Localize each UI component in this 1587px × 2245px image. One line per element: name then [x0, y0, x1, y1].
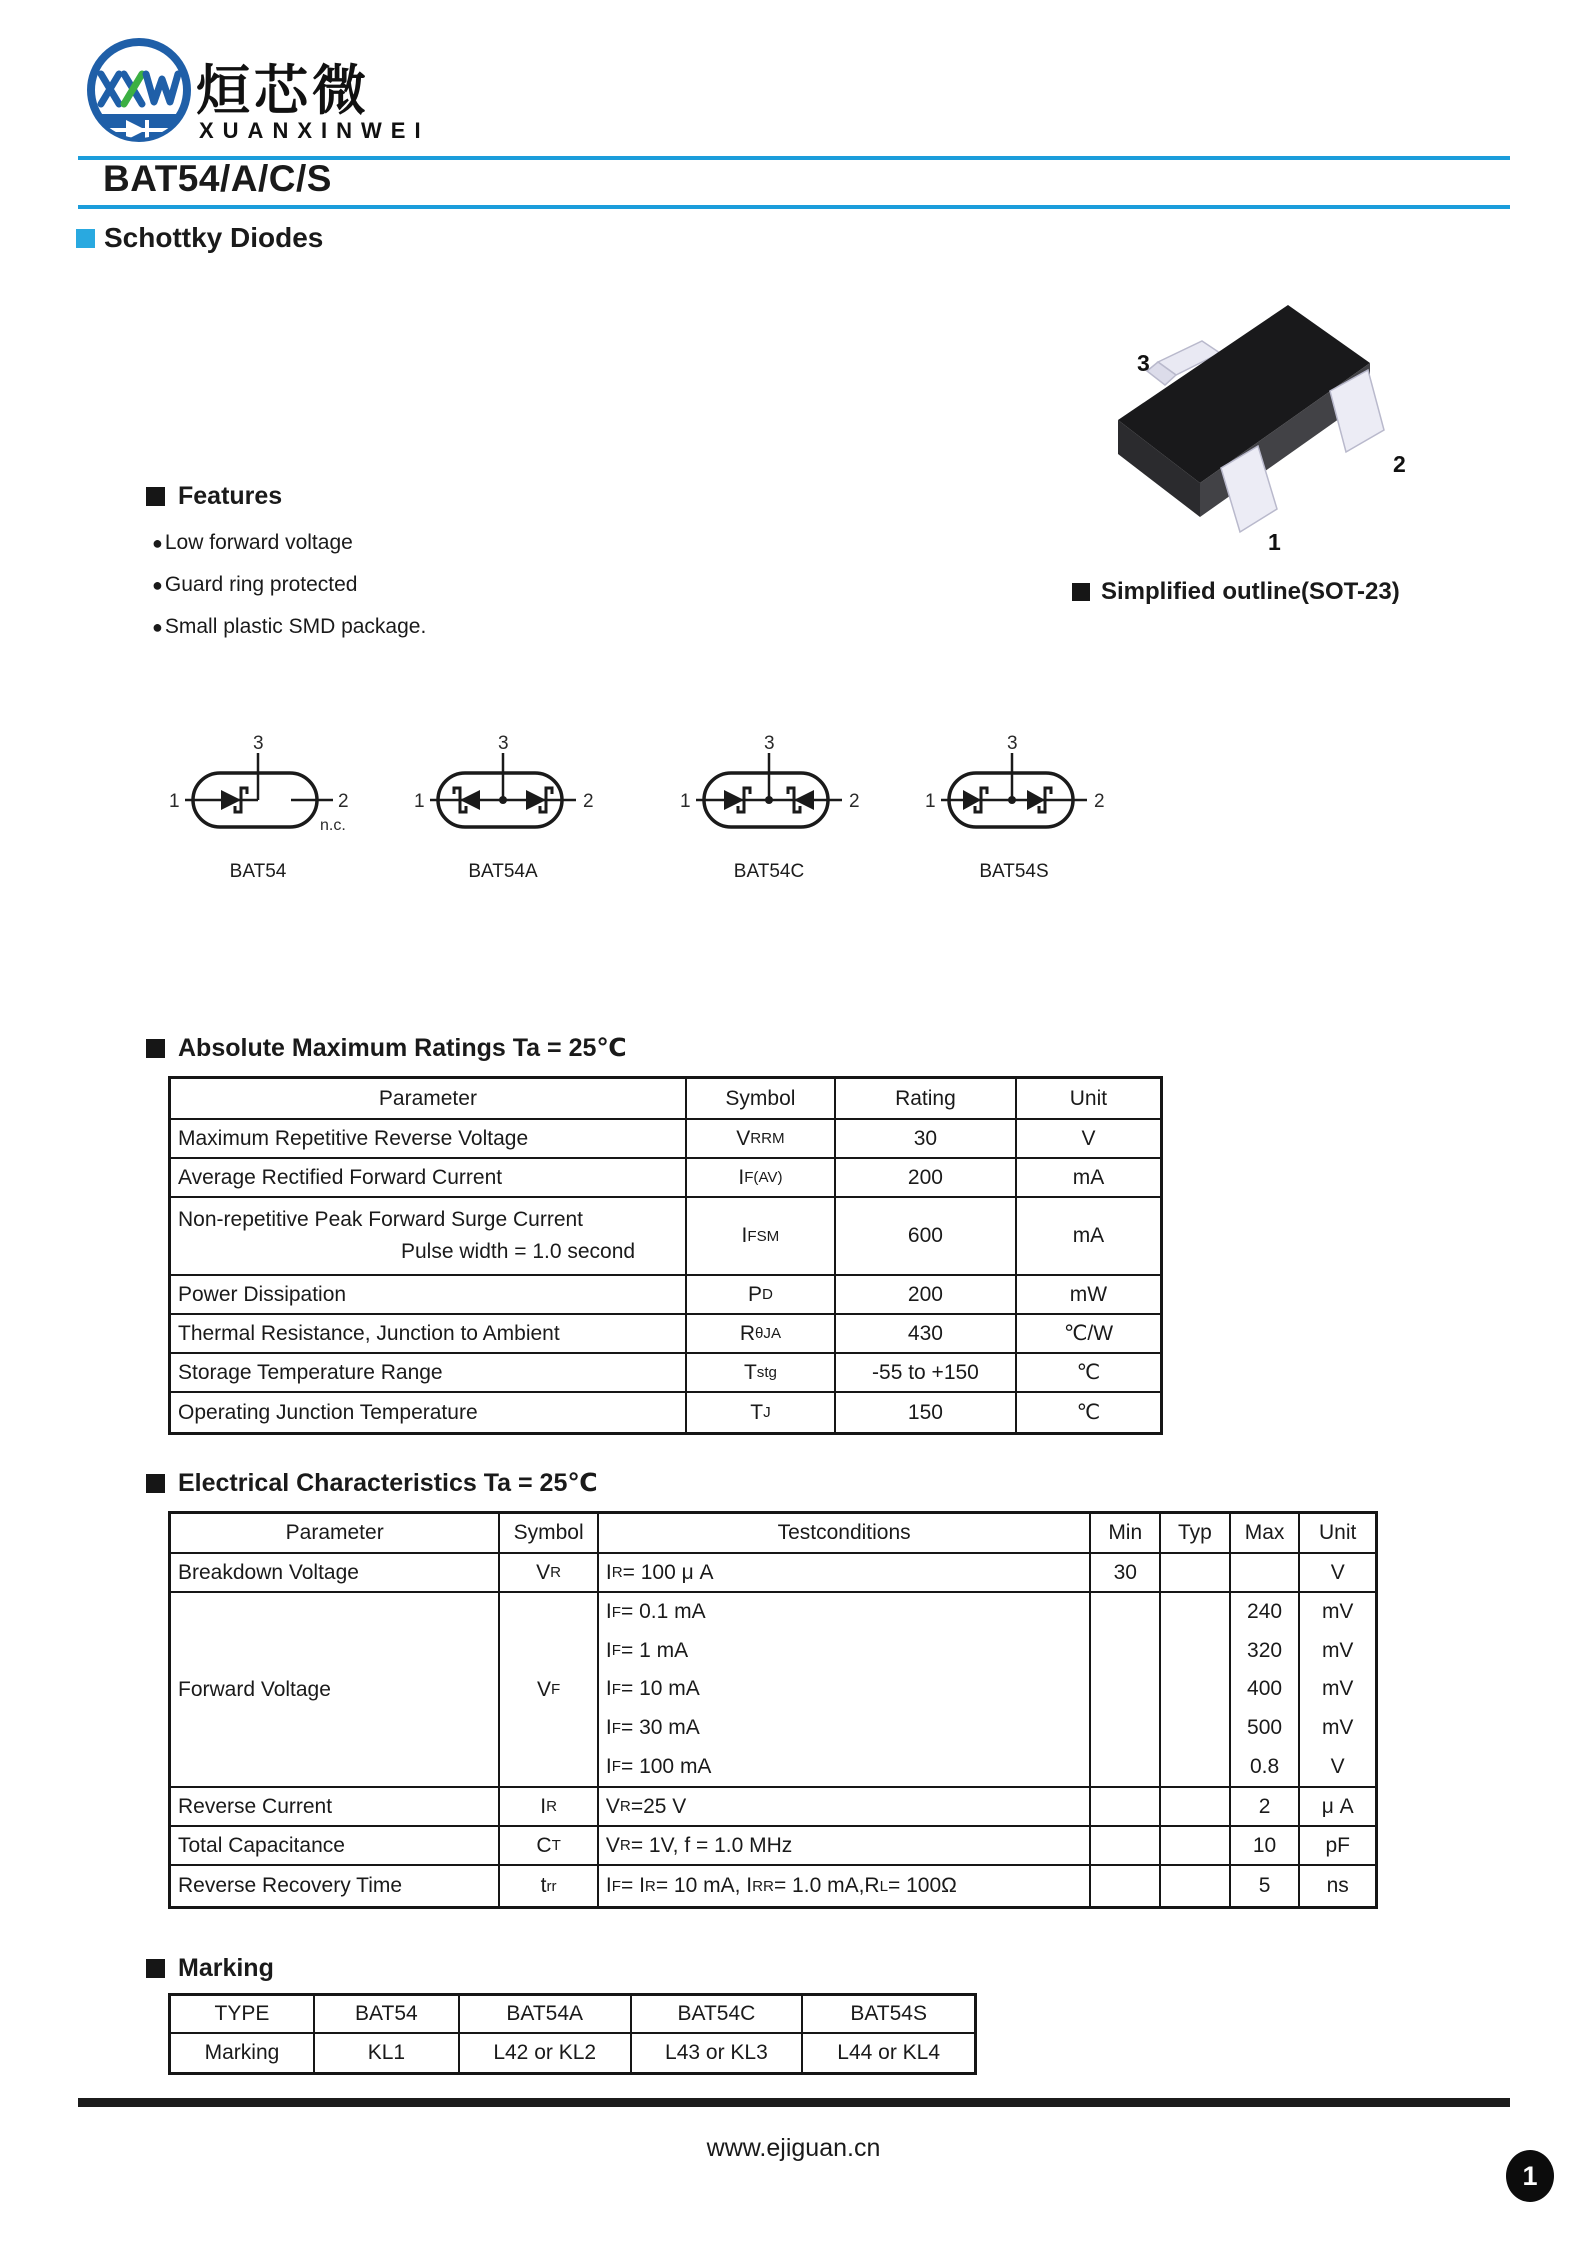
unit-cell: V — [1081, 1126, 1096, 1150]
elec-heading — [146, 1468, 598, 1498]
typ-cell — [1161, 1554, 1231, 1591]
schematic-caption: BAT54C — [733, 861, 805, 882]
unit-cell: ℃ — [1076, 1401, 1101, 1424]
table-header-row — [171, 1079, 1160, 1120]
min-cell — [1091, 1866, 1161, 1906]
typ-cell — [1161, 1593, 1231, 1786]
parameter-cell: Breakdown Voltage — [171, 1554, 500, 1591]
type-cell: BAT54 — [315, 1996, 460, 2032]
table-row — [171, 1393, 1160, 1432]
symbol-cell: P D — [687, 1276, 836, 1313]
symbol-cell: I FSM — [687, 1198, 836, 1274]
parameter-cell: Average Rectified Forward Current — [171, 1159, 687, 1196]
symbol-cell: V R — [500, 1554, 599, 1591]
max-value: 240 — [1247, 1600, 1283, 1624]
table-row — [171, 1276, 1160, 1315]
parameter-cell: Total Capacitance — [171, 1827, 500, 1864]
schematic-caption: BAT54A — [468, 861, 538, 882]
symbol-cell: T J — [687, 1393, 836, 1432]
schematic-caption: BAT54S — [979, 861, 1049, 882]
feature-item-label: Small plastic SMD package. — [164, 615, 427, 638]
condition-line: I F = 10 mA — [605, 1677, 700, 1701]
pin2-label: 2 — [849, 791, 860, 812]
unit-value: V — [1330, 1754, 1345, 1778]
page-number-badge — [1506, 2150, 1554, 2202]
pin3-label: 3 — [764, 735, 775, 754]
table-row-forward-voltage — [171, 1593, 1375, 1788]
bullet-icon: ● — [152, 574, 163, 595]
package-pin1-label: 1 — [1268, 529, 1281, 555]
marking-cell: KL1 — [315, 2034, 460, 2072]
page-number: 1 — [1522, 2160, 1538, 2191]
typ-cell — [1161, 1827, 1231, 1864]
rating-cell: 150 — [836, 1393, 1017, 1432]
abs-max-heading-label: Absolute Maximum Ratings Ta = 25℃ — [178, 1034, 627, 1062]
elec-table — [168, 1511, 1378, 1909]
table-header-row — [171, 1514, 1375, 1554]
header-rule-bottom — [78, 205, 1510, 209]
condition-line: I F = 30 mA — [605, 1716, 700, 1740]
min-cell — [1091, 1788, 1161, 1825]
typ-cell — [1161, 1788, 1231, 1825]
schematic-bat54a-drawing — [408, 735, 598, 857]
table-row — [171, 1354, 1160, 1393]
feature-item-label: Low forward voltage — [164, 531, 353, 554]
table-row — [171, 2034, 974, 2072]
pin2-label: 2 — [338, 791, 349, 812]
max-cell — [1231, 1593, 1301, 1786]
schematic-bat54-drawing — [163, 735, 353, 857]
schematic-bat54s — [919, 735, 1109, 883]
unit-value: mV — [1321, 1716, 1354, 1740]
rating-cell: 600 — [836, 1198, 1017, 1274]
features-heading-label: Features — [178, 482, 283, 510]
schematic-caption: BAT54 — [229, 861, 287, 882]
section-square-icon — [1072, 583, 1090, 601]
page-title: BAT54/A/C/S — [103, 158, 332, 199]
features-heading — [146, 482, 282, 511]
marking-heading-label: Marking — [178, 1954, 274, 1982]
unit-cell: ns — [1326, 1874, 1349, 1897]
pin2-label: 2 — [1094, 791, 1105, 812]
condition-cell — [599, 1593, 1092, 1786]
symbol-cell: C T — [500, 1827, 599, 1864]
condition-line: I F = 1 mA — [605, 1638, 689, 1662]
condition-cell: I F = I R = 10 mA, I RR = 1.0 mA,R L = 100Ω — [599, 1866, 1092, 1906]
schematic-bat54a — [408, 735, 598, 883]
section-square-icon — [146, 1039, 165, 1058]
marking-cell: L42 or KL2 — [460, 2034, 632, 2072]
max-value: 500 — [1247, 1716, 1283, 1740]
unit-cell: μ A — [1321, 1794, 1354, 1818]
type-cell: BAT54C — [632, 1996, 804, 2032]
table-row — [171, 1866, 1375, 1906]
unit-cell: ℃ — [1076, 1361, 1101, 1384]
rating-cell: -55 to +150 — [836, 1354, 1017, 1391]
marking-cell: L43 or KL3 — [632, 2034, 804, 2072]
max-value: 400 — [1247, 1677, 1283, 1701]
elec-heading-label: Electrical Characteristics Ta = 25℃ — [178, 1469, 598, 1497]
unit-value: mV — [1321, 1600, 1354, 1624]
parameter-cell: Reverse Current — [171, 1788, 500, 1825]
table-row — [171, 1788, 1375, 1827]
column-header: Max — [1231, 1514, 1301, 1552]
table-row — [171, 1198, 1160, 1276]
table-header-row — [171, 1996, 974, 2034]
doc-subtitle — [76, 222, 323, 254]
unit-cell: mA — [1072, 1165, 1105, 1189]
parameter-cell: Maximum Repetitive Reverse Voltage — [171, 1120, 687, 1157]
rating-cell: 30 — [836, 1120, 1017, 1157]
table-row — [171, 1554, 1375, 1593]
pin3-label: 3 — [253, 735, 264, 754]
feature-item-label: Guard ring protected — [164, 573, 358, 596]
column-header: Min — [1091, 1514, 1161, 1552]
section-square-icon — [146, 1474, 165, 1493]
unit-cell: mW — [1069, 1282, 1108, 1306]
company-name-en: XUANXINWEI — [199, 118, 430, 143]
subtitle-square-icon — [76, 229, 95, 248]
max-cell: 5 — [1231, 1866, 1301, 1906]
column-header: Symbol — [500, 1514, 599, 1552]
table-row — [171, 1120, 1160, 1159]
parameter-line1: Non-repetitive Peak Forward Surge Current — [178, 1208, 584, 1231]
parameter-cell: Thermal Resistance, Junction to Ambient — [171, 1315, 687, 1352]
unit-cell: mA — [1072, 1224, 1105, 1247]
bullet-icon: ● — [152, 616, 163, 637]
bullet-icon: ● — [152, 532, 163, 553]
parameter-line2: Pulse width = 1.0 second — [401, 1240, 636, 1263]
min-cell: 30 — [1091, 1554, 1161, 1591]
pin3-label: 3 — [498, 735, 509, 754]
condition-cell: V R = 1V, f = 1.0 MHz — [599, 1827, 1092, 1864]
schematic-bat54c — [674, 735, 864, 883]
max-value: 0.8 — [1249, 1754, 1280, 1778]
min-cell — [1091, 1827, 1161, 1864]
unit-value: mV — [1321, 1677, 1354, 1701]
marking-table — [168, 1993, 977, 2075]
rating-cell: 200 — [836, 1159, 1017, 1196]
pin1-label: 1 — [680, 791, 691, 812]
section-square-icon — [146, 1959, 165, 1978]
type-header: TYPE — [171, 1996, 315, 2032]
symbol-cell: R θJA — [687, 1315, 836, 1352]
condition-cell: V R =25 V — [599, 1788, 1092, 1825]
footer-rule — [78, 2098, 1510, 2107]
table-row — [171, 1827, 1375, 1866]
column-header: Symbol — [687, 1079, 836, 1118]
feature-item — [152, 531, 353, 555]
unit-cell: V — [1330, 1560, 1345, 1584]
max-cell: 2 — [1231, 1788, 1301, 1825]
nc-label: n.c. — [320, 817, 346, 834]
pin1-label: 1 — [414, 791, 425, 812]
pin1-label: 1 — [925, 791, 936, 812]
unit-cell: ℃/W — [1063, 1322, 1114, 1345]
abs-max-table — [168, 1076, 1163, 1435]
feature-item — [152, 615, 426, 639]
column-header: Testconditions — [599, 1514, 1092, 1552]
section-square-icon — [146, 487, 165, 506]
typ-cell — [1161, 1866, 1231, 1906]
outline-heading — [1072, 578, 1400, 606]
company-logo — [84, 34, 194, 152]
package-pin3-label: 3 — [1137, 350, 1150, 376]
pin2-label: 2 — [583, 791, 594, 812]
parameter-cell: Power Dissipation — [171, 1276, 687, 1313]
symbol-cell: I R — [500, 1788, 599, 1825]
symbol-cell: V RRM — [687, 1120, 836, 1157]
marking-header: Marking — [171, 2034, 315, 2072]
condition-line: I F = 100 mA — [605, 1754, 712, 1778]
feature-item — [152, 573, 357, 597]
symbol-cell: T stg — [687, 1354, 836, 1391]
doc-subtitle-label: Schottky Diodes — [104, 222, 324, 253]
pin3-label: 3 — [1007, 735, 1018, 754]
footer-url: www.ejiguan.cn — [706, 2134, 881, 2162]
column-header: Unit — [1319, 1521, 1357, 1544]
max-value: 320 — [1247, 1638, 1283, 1662]
max-cell — [1231, 1554, 1301, 1591]
symbol-cell: I F(AV) — [687, 1159, 836, 1196]
unit-value: mV — [1321, 1638, 1354, 1662]
parameter-cell: Forward Voltage — [171, 1593, 500, 1786]
sot23-package-image — [1080, 278, 1425, 568]
marking-heading — [146, 1954, 274, 1983]
schematic-bat54 — [163, 735, 353, 883]
condition-line: I F = 0.1 mA — [605, 1600, 706, 1624]
condition-cell: I R = 100 μ A — [599, 1554, 1092, 1591]
parameter-cell — [171, 1198, 687, 1274]
table-row — [171, 1315, 1160, 1354]
parameter-cell: Reverse Recovery Time — [171, 1866, 500, 1906]
unit-cell: pF — [1325, 1833, 1350, 1857]
pin1-label: 1 — [169, 791, 180, 812]
schematic-bat54s-drawing — [919, 735, 1109, 857]
column-header: Unit — [1069, 1086, 1108, 1110]
rating-cell: 430 — [836, 1315, 1017, 1352]
max-cell: 10 — [1231, 1827, 1301, 1864]
marking-cell: L44 or KL4 — [837, 2041, 941, 2064]
parameter-cell: Operating Junction Temperature — [171, 1393, 687, 1432]
unit-cell — [1300, 1593, 1375, 1786]
company-name-cn: 烜芯微 — [196, 61, 370, 121]
parameter-cell: Storage Temperature Range — [171, 1354, 687, 1391]
symbol-cell: t rr — [500, 1866, 599, 1906]
schematic-bat54c-drawing — [674, 735, 864, 857]
rating-cell: 200 — [836, 1276, 1017, 1313]
type-cell: BAT54S — [850, 2002, 927, 2025]
type-cell: BAT54A — [460, 1996, 632, 2032]
table-row — [171, 1159, 1160, 1198]
abs-max-heading — [146, 1033, 627, 1063]
column-header: Typ — [1161, 1514, 1231, 1552]
column-header: Parameter — [171, 1514, 500, 1552]
symbol-cell: V F — [500, 1593, 599, 1786]
column-header: Rating — [836, 1079, 1017, 1118]
column-header: Parameter — [171, 1079, 687, 1118]
package-pin2-label: 2 — [1393, 451, 1406, 477]
outline-heading-label: Simplified outline(SOT-23) — [1101, 578, 1400, 605]
min-cell — [1091, 1593, 1161, 1786]
